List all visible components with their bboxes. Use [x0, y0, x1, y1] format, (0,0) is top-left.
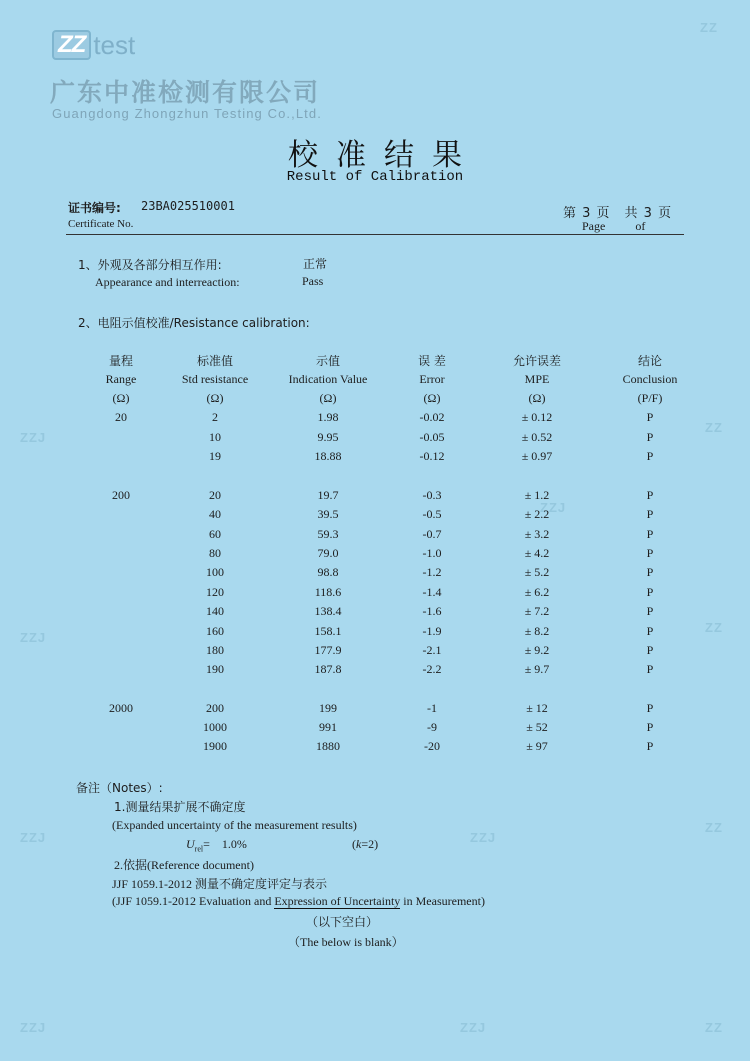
cell-std-resistance: 19	[209, 449, 221, 463]
resistance-calibration-title: 2、电阻示值校准/Resistance calibration:	[78, 316, 310, 330]
cell-mpe: ± 6.2	[524, 585, 550, 599]
appearance-value-en: Pass	[302, 274, 324, 288]
cell-mpe: ± 3.2	[524, 527, 550, 541]
cell-mpe: ± 97	[526, 739, 548, 753]
cell-error: -1.6	[422, 604, 442, 618]
cell-error: -2.1	[422, 643, 442, 657]
header-std-resistance-en: Std resistance	[181, 372, 249, 386]
appearance-title-cn: 1、外观及各部分相互作用:	[78, 258, 222, 272]
cell-mpe: ± 8.2	[524, 624, 550, 638]
logo-word: test	[93, 30, 136, 60]
header-indication-cn: 示值	[315, 354, 340, 368]
cell-indication: 158.1	[314, 624, 342, 638]
cell-std-resistance: 190	[206, 662, 224, 676]
cell-error: -2.2	[422, 662, 442, 676]
cell-indication: 18.88	[314, 449, 342, 463]
cell-indication: 118.6	[314, 585, 342, 599]
cell-indication: 98.8	[317, 565, 339, 579]
blank-marker-en: （The below is blank）	[288, 935, 404, 949]
cell-conclusion: P	[646, 546, 654, 560]
u-value: 1.0%	[221, 837, 247, 851]
page-number-cn: 第 3 页 共 3 页	[563, 206, 673, 221]
notes-heading: 备注（Notes）:	[76, 781, 163, 795]
cell-std-resistance: 10	[209, 430, 221, 444]
cell-conclusion: P	[646, 449, 654, 463]
cell-error: -1.9	[422, 624, 442, 638]
cell-error: -9	[427, 720, 437, 734]
header-conclusion-cn: 结论	[637, 354, 662, 368]
appearance-value-cn: 正常	[303, 257, 328, 271]
header-conclusion-en: Conclusion	[622, 372, 678, 386]
coverage-factor	[352, 837, 378, 852]
cell-indication: 79.0	[317, 546, 339, 560]
cell-error: -1	[427, 701, 437, 715]
cell-conclusion: P	[646, 701, 654, 715]
note-1-cn: 1.测量结果扩展不确定度	[114, 800, 246, 814]
cell-error: -1.0	[422, 546, 442, 560]
cell-mpe: ± 9.2	[524, 643, 550, 657]
reference-en-part1: (JJF 1059.1-2012 Evaluation and	[112, 894, 275, 908]
cell-indication: 991	[319, 720, 337, 734]
cell-conclusion: P	[646, 585, 654, 599]
cell-indication: 1.98	[317, 410, 339, 424]
header-error-cn: 误 差	[418, 354, 446, 368]
header-range-unit: (Ω)	[112, 391, 130, 405]
header-std-resistance-cn: 标准值	[196, 354, 233, 368]
cell-conclusion: P	[646, 643, 654, 657]
certificate-number: 23BA025510001	[141, 199, 235, 213]
company-name-en: Guangdong Zhongzhun Testing Co.,Ltd.	[52, 106, 322, 121]
company-name-cn: 广东中准检测有限公司	[50, 78, 321, 107]
cell-std-resistance: 1900	[203, 739, 227, 753]
header-range-cn: 量程	[108, 354, 133, 368]
company-logo	[52, 30, 135, 60]
cell-conclusion: P	[646, 720, 654, 734]
cell-indication: 187.8	[314, 662, 342, 676]
page-title-cn: 校准结果	[288, 138, 480, 173]
note-1-en: (Expanded uncertainty of the measurement results)	[112, 818, 357, 832]
page-label: Page	[582, 219, 606, 233]
cell-std-resistance: 20	[209, 488, 221, 502]
cell-std-resistance: 2	[212, 410, 218, 424]
reference-en-underlined: Expression of Uncertainty	[274, 894, 401, 908]
cell-conclusion: P	[646, 488, 654, 502]
cell-mpe: ± 52	[526, 720, 548, 734]
cell-indication: 177.9	[314, 643, 342, 657]
header-conclusion-unit: (P/F)	[637, 391, 663, 405]
logo-mark: ZZ	[52, 30, 91, 60]
cell-conclusion: P	[646, 507, 654, 521]
cell-error: -1.2	[422, 565, 442, 579]
cell-error: -0.02	[419, 410, 445, 424]
reference-en	[112, 894, 485, 909]
cell-indication: 19.7	[317, 488, 339, 502]
cell-indication: 59.3	[317, 527, 339, 541]
cell-std-resistance: 140	[206, 604, 224, 618]
k-open: (	[352, 837, 356, 851]
note-2: 2.依据(Reference document)	[114, 858, 254, 872]
certificate-label-en: Certificate No.	[68, 218, 134, 230]
cell-error: -1.4	[422, 585, 442, 599]
cell-std-resistance: 200	[206, 701, 224, 715]
cell-std-resistance: 40	[209, 507, 221, 521]
page-title-en: Result of Calibration	[286, 169, 464, 185]
header-indication-unit: (Ω)	[319, 391, 337, 405]
cell-indication: 39.5	[317, 507, 339, 521]
cell-mpe: ± 0.97	[521, 449, 553, 463]
cell-mpe: ± 12	[526, 701, 548, 715]
cell-std-resistance: 120	[206, 585, 224, 599]
header-std-resistance-unit: (Ω)	[206, 391, 224, 405]
reference-cn: JJF 1059.1-2012 测量不确定度评定与表示	[112, 877, 328, 891]
cell-error: -0.05	[419, 430, 445, 444]
page-number-en	[582, 219, 645, 234]
cell-error: -20	[424, 739, 440, 753]
cell-conclusion: P	[646, 565, 654, 579]
cell-range: 2000	[109, 701, 133, 715]
cell-range: 200	[112, 488, 130, 502]
cell-conclusion: P	[646, 527, 654, 541]
u-symbol: U	[186, 837, 195, 851]
uncertainty-value	[186, 837, 247, 853]
cell-mpe: ± 1.2	[524, 488, 550, 502]
cell-error: -0.7	[422, 527, 442, 541]
cell-std-resistance: 60	[209, 527, 221, 541]
cell-mpe: ± 0.52	[521, 430, 553, 444]
security-watermark-pattern: ZZJ ZZ ZZJ ZZJ ZZ ZZJ ZZJ ZZ ZZJ ZZ ZZJ ZZ	[20, 20, 723, 1035]
blank-marker-cn: （以下空白）	[306, 915, 379, 929]
cell-conclusion: P	[646, 739, 654, 753]
u-subscript: rel	[194, 844, 204, 854]
cell-mpe: ± 9.7	[524, 662, 550, 676]
cell-conclusion: P	[646, 662, 654, 676]
cell-std-resistance: 1000	[203, 720, 227, 734]
header-indication-en: Indication Value	[288, 372, 368, 386]
cell-conclusion: P	[646, 604, 654, 618]
of-label: of	[635, 219, 646, 233]
cell-conclusion: P	[646, 430, 654, 444]
cell-std-resistance: 100	[206, 565, 224, 579]
reference-en-part3: in Measurement)	[400, 894, 485, 908]
header-error-en: Error	[419, 372, 445, 386]
cell-mpe: ± 5.2	[524, 565, 550, 579]
appearance-title-en: Appearance and interreaction:	[95, 275, 240, 289]
cell-error: -0.5	[422, 507, 442, 521]
u-equals: =	[203, 837, 210, 851]
k-symbol: k	[356, 837, 362, 851]
header-mpe-cn: 允许误差	[512, 354, 561, 368]
cell-indication: 9.95	[317, 430, 339, 444]
cell-indication: 199	[319, 701, 337, 715]
cell-conclusion: P	[646, 624, 654, 638]
cell-mpe: ± 2.2	[524, 507, 550, 521]
k-rest: =2)	[361, 837, 379, 851]
header-error-unit: (Ω)	[423, 391, 441, 405]
cell-conclusion: P	[646, 410, 654, 424]
cell-indication: 1880	[316, 739, 340, 753]
cell-mpe: ± 4.2	[524, 546, 550, 560]
certificate-label-cn: 证书编号:	[68, 201, 121, 215]
cell-range: 20	[115, 410, 127, 424]
cell-mpe: ± 7.2	[524, 604, 550, 618]
cell-indication: 138.4	[314, 604, 342, 618]
header-mpe-unit: (Ω)	[528, 391, 546, 405]
cell-std-resistance: 160	[206, 624, 224, 638]
cell-mpe: ± 0.12	[521, 410, 553, 424]
header-range-en: Range	[105, 372, 137, 386]
cell-error: -0.3	[422, 488, 442, 502]
header-divider	[66, 234, 684, 235]
cell-std-resistance: 80	[209, 546, 221, 560]
cell-error: -0.12	[419, 449, 445, 463]
header-mpe-en: MPE	[524, 372, 550, 386]
cell-std-resistance: 180	[206, 643, 224, 657]
